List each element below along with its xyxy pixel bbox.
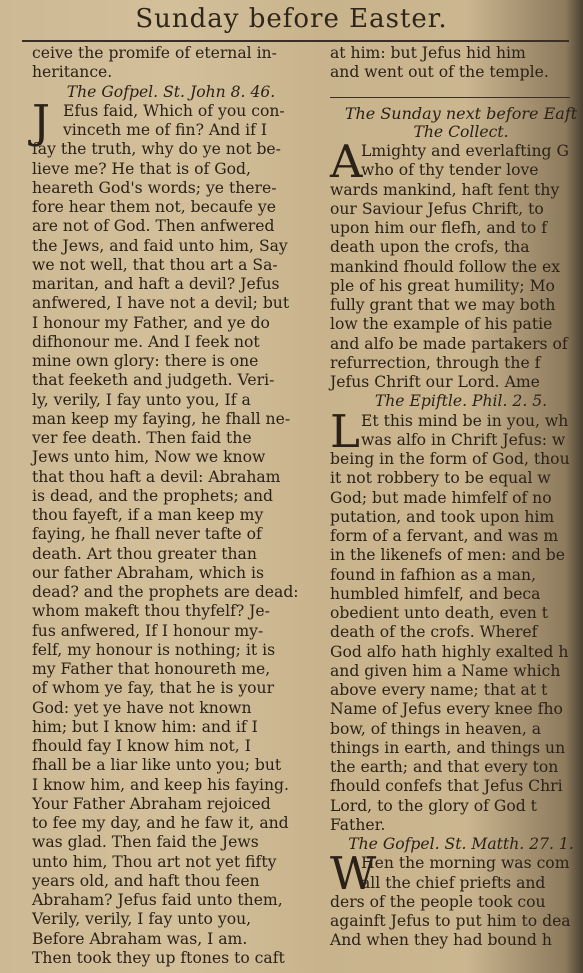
text-line: Et this mind be in you, wh bbox=[361, 411, 569, 430]
collect-dropcap-block bbox=[330, 135, 583, 188]
text-line: unto him, Thou art not yet fifty bbox=[32, 852, 277, 871]
text-line: Lord, to the glory of God t bbox=[330, 796, 537, 815]
text-line: upon him our flefh, and to f bbox=[330, 219, 548, 237]
text-line: Abraham? Jefus faid unto them, bbox=[32, 891, 283, 909]
gospel-heading: The Gofpel. St. John 8. 46. bbox=[66, 82, 276, 101]
text-line: ders of the people took cou bbox=[330, 892, 546, 911]
text-line: againft Jefus to put him to dea bbox=[330, 912, 571, 930]
text-line: I honour my Father, and ye do bbox=[32, 313, 270, 332]
text-line: the earth; and that every ton bbox=[330, 758, 559, 776]
text-line: dead? and the prophets are dead: bbox=[32, 583, 299, 601]
text-line: ver fee death. Then faid the bbox=[32, 429, 252, 447]
text-line: being in the form of God, thou bbox=[330, 450, 570, 468]
text-line: heritance. bbox=[32, 63, 113, 82]
text-line: my Father that honoureth me, bbox=[32, 660, 271, 678]
text-line: maritan, and haft a devil? Jefus bbox=[32, 275, 280, 293]
text-line: death. Art thou greater than bbox=[32, 544, 257, 563]
right-column bbox=[330, 44, 583, 951]
text-line: and went out of the temple. bbox=[330, 63, 549, 82]
text-line: is dead, and the prophets; and bbox=[32, 486, 274, 505]
text-line: ceive the promife of eternal in- bbox=[32, 44, 277, 62]
gospel2-text bbox=[330, 893, 583, 951]
text-line: Jefus Chrift our Lord. Ame bbox=[330, 373, 540, 391]
text-line: fhould fay I know him not, I bbox=[32, 737, 251, 755]
section-rule bbox=[330, 97, 570, 98]
text-line: of whom ye fay, that he is your bbox=[32, 679, 275, 698]
text-line: man keep my faying, he fhall ne- bbox=[32, 409, 291, 428]
text-line: him; but I know him: and if I bbox=[32, 717, 258, 736]
text-line: fhould confefs that Jefus Chri bbox=[330, 777, 563, 796]
drop-cap: J bbox=[32, 94, 51, 148]
gospel2-heading: The Gofpel. St. Matth. 27. 1. bbox=[348, 835, 574, 853]
page-header: Sunday before Easter. bbox=[135, 4, 448, 34]
text-line: things in earth, and things un bbox=[330, 738, 566, 757]
text-line: the Jews, and faid unto him, Say bbox=[32, 236, 288, 255]
drop-cap-lines bbox=[330, 135, 583, 188]
right-lines-top bbox=[330, 44, 583, 83]
text-line: God: yet ye have not known bbox=[32, 698, 252, 717]
text-line: mankind fhould follow the ex bbox=[330, 257, 561, 276]
text-line: Name of Jefus every knee fho bbox=[330, 700, 563, 719]
text-line: bow, of things in heaven, a bbox=[330, 719, 542, 738]
collect-text bbox=[330, 181, 583, 393]
text-line: was glad. Then faid the Jews bbox=[32, 833, 259, 852]
text-line: difhonour me. And I feek not bbox=[32, 332, 260, 351]
text-line: faying, he fhall never tafte of bbox=[32, 525, 262, 544]
gospel2-dropcap-block bbox=[330, 847, 583, 901]
text-line: in the likenefs of men: and be bbox=[330, 546, 566, 565]
text-line: putation, and took upon him bbox=[330, 507, 555, 526]
text-line: ple of his great humility; Mo bbox=[330, 276, 555, 295]
text-line: we not well, that thou art a Sa- bbox=[32, 255, 278, 274]
text-line: that feeketh and judgeth. Veri- bbox=[32, 371, 275, 390]
text-line: years old, and haft thou feen bbox=[32, 871, 260, 890]
text-line: was alfo in Chrift Jefus: w bbox=[361, 430, 566, 449]
gospel-dropcap-block bbox=[32, 94, 310, 148]
text-line: all the chief priefts and bbox=[361, 873, 546, 892]
header-rule bbox=[22, 40, 569, 42]
text-line: found in fafhion as a man, bbox=[330, 565, 537, 584]
text-line: Hen the morning was com bbox=[361, 854, 570, 873]
text-line: Father. bbox=[330, 815, 386, 834]
text-line: fore hear them not, becaufe ye bbox=[32, 198, 276, 216]
drop-cap: A bbox=[330, 135, 363, 188]
text-line: who of thy tender love bbox=[361, 161, 539, 180]
text-line: our Saviour Jefus Chrift, to bbox=[330, 199, 544, 218]
text-line: Jews unto him, Now we know bbox=[32, 448, 266, 467]
text-line: and alfo be made partakers of bbox=[330, 334, 568, 353]
text-line: Efus faid, Which of you con- bbox=[63, 101, 285, 120]
epistle-text bbox=[330, 450, 583, 835]
text-line: thou fayeft, if a man keep my bbox=[32, 506, 264, 524]
text-line: heareth God's words; ye there- bbox=[32, 178, 277, 197]
text-line: mine own glory: there is one bbox=[32, 352, 259, 370]
text-line: are not of God. Then anfwered bbox=[32, 217, 275, 236]
text-line: low the example of his patie bbox=[330, 315, 553, 334]
text-line: it not robbery to be equal w bbox=[330, 469, 551, 488]
text-line: And when they had bound h bbox=[330, 931, 552, 950]
text-line: fully grant that we may both bbox=[330, 296, 556, 314]
left-column bbox=[32, 44, 310, 968]
text-line: wards mankind, haft fent thy bbox=[330, 180, 560, 199]
text-line: anfwered, I have not a devil; but bbox=[32, 294, 290, 313]
text-line: death of the crofs. Wheref bbox=[330, 623, 538, 642]
text-line: fhall be a liar like unto you; but bbox=[32, 756, 282, 775]
text-line: death upon the crofs, tha bbox=[330, 238, 530, 257]
drop-cap: W bbox=[330, 847, 377, 901]
text-line: above every name; that at t bbox=[330, 681, 548, 699]
epistle-heading: The Epiftle. Phil. 2. 5. bbox=[374, 392, 548, 411]
text-line: and given him a Name which bbox=[330, 661, 561, 680]
text-line: humbled himfelf, and beca bbox=[330, 584, 541, 603]
drop-cap-lines bbox=[330, 404, 583, 458]
text-line: that thou haft a devil: Abraham bbox=[32, 467, 281, 486]
sunday-heading: The Sunday next before Eaft bbox=[344, 103, 578, 123]
text-line: fus anfwered, If I honour my- bbox=[32, 621, 264, 640]
text-line: God; but made himfelf of no bbox=[330, 488, 552, 507]
text-line: Then took they up ftones to caft bbox=[32, 948, 285, 967]
text-line: Verily, verily, I fay unto you, bbox=[32, 910, 252, 929]
epistle-dropcap-block bbox=[330, 404, 583, 458]
text-line: fay the truth, why do ye not be- bbox=[32, 140, 281, 159]
text-line: I know him, and keep his faying. bbox=[32, 775, 289, 794]
text-line: Before Abraham was, I am. bbox=[32, 929, 248, 948]
text-line: refurrection, through the f bbox=[330, 353, 541, 372]
text-line: obedient unto death, even t bbox=[330, 604, 549, 622]
left-lines-before bbox=[32, 44, 310, 83]
text-line: Your Father Abraham rejoiced bbox=[32, 794, 271, 813]
text-line: felf, my honour is nothing; it is bbox=[32, 640, 276, 659]
collect-heading: The Collect. bbox=[413, 122, 509, 141]
text-line: God alfo hath highly exalted h bbox=[330, 642, 569, 661]
text-line: whom makeft thou thyfelf? Je- bbox=[32, 602, 270, 621]
text-line: our father Abraham, which is bbox=[32, 563, 264, 582]
text-line: lieve me? He that is of God, bbox=[32, 159, 251, 178]
gospel-text bbox=[32, 140, 310, 968]
text-line: vinceth me of fin? And if I bbox=[63, 121, 268, 139]
text-line: to fee my day, and he faw it, and bbox=[32, 814, 289, 832]
text-line: Lmighty and everlafting G bbox=[361, 142, 569, 160]
text-line: at him: but Jefus hid him bbox=[330, 44, 526, 62]
text-line: ly, verily, I fay unto you, If a bbox=[32, 390, 251, 409]
drop-cap: L bbox=[330, 404, 360, 458]
drop-cap-lines bbox=[32, 94, 310, 148]
text-line: form of a fervant, and was m bbox=[330, 527, 559, 545]
